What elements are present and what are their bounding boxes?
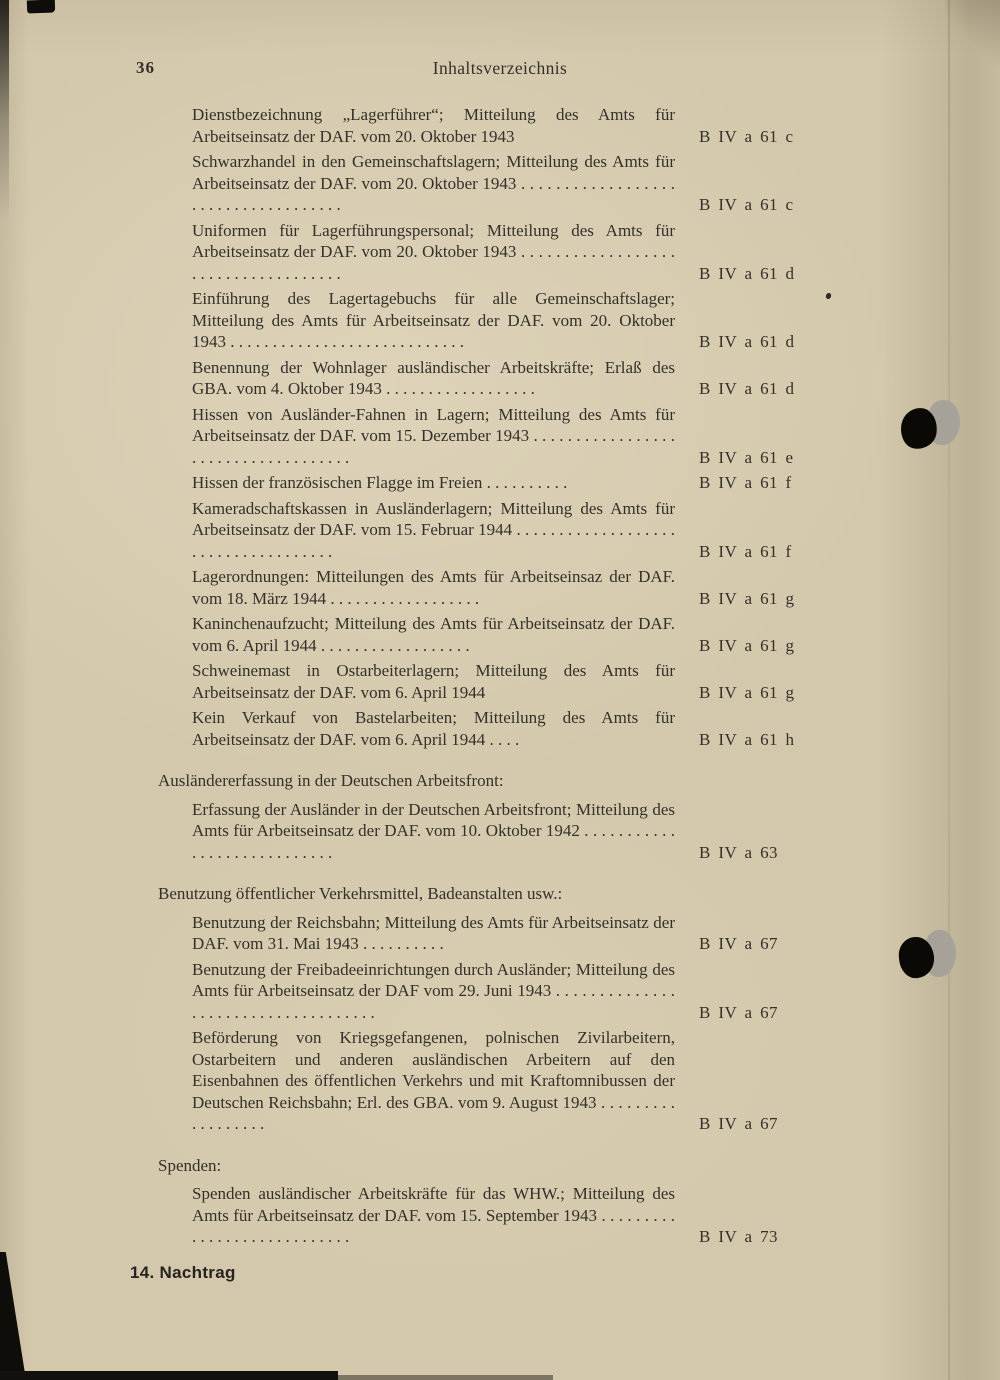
toc-entry [158, 912, 822, 955]
entry-ref: B IV a 67 [699, 1002, 778, 1022]
entry-text: Erfassung der Ausländer in der Deutschen Arbeitsfront; Mitteilung des Amts für Arbeitseinsatz der DAF. vom 10. Oktober 1942 . . . . . . . . . . . . . . . . . . . . . . . . . . . . [192, 799, 675, 862]
entry-ref: B IV a 61 e [699, 447, 794, 467]
entry-text: Benutzung der Freibadeeinrichtungen durch Ausländer; Mitteilung des Amts für Arbeitseinsatz der DAF vom 29. Juni 1943 . . . . . . . . . . . . . . . . . . . . . . . . . . . . . . . . . . . . [192, 959, 675, 1022]
entry-text: Schweinemast in Ostarbeiterlagern; Mitteilung des Amts für Arbeitseinsatz der DAF. vom 6. April 1944 [192, 661, 675, 702]
entry-ref: B IV a 61 c [699, 126, 794, 146]
entry-ref: B IV a 67 [699, 1114, 778, 1133]
entry-text: Kein Verkauf von Bastelarbeiten; Mitteilung des Amts für Arbeitseinsatz der DAF. vom 6. April 1944 . . . . [192, 708, 675, 749]
scan-edge-bottom [0, 1371, 338, 1380]
toc-entry [158, 472, 822, 494]
scan-mark-bottom-left [0, 1252, 26, 1380]
toc-entry [158, 288, 822, 353]
toc-group [158, 770, 822, 863]
toc-entry [158, 799, 822, 864]
punch-hole-top [899, 400, 961, 454]
entry-ref: B IV a 61 g [699, 635, 795, 655]
punch-hole-bottom [897, 928, 959, 984]
entry-ref: B IV a 63 [699, 842, 778, 862]
toc-group [158, 1155, 822, 1248]
scan-edge-bottom-faded [338, 1375, 553, 1380]
toc-group [158, 104, 822, 750]
toc-entry [158, 1183, 822, 1248]
toc-entry [158, 660, 822, 703]
entry-ref: B IV a 67 [699, 934, 778, 953]
entry-text: Kaninchenaufzucht; Mitteilung des Amts für Arbeitseinsatz der DAF. vom 6. April 1944 . . . . . . . . . . . . . . . . . . [192, 614, 675, 655]
entry-text: Einführung des Lagertagebuchs für alle Gemeinschaftslager; Mitteilung des Amts für Arbeitseinsatz der DAF. vom 20. Oktober 1943 . . . . . . . . . . . . . . . . . . . . . . . . . . . . [192, 289, 675, 351]
entry-ref: B IV a 61 g [699, 682, 795, 702]
section-heading: Spenden: [158, 1155, 222, 1175]
toc-entry [158, 220, 822, 285]
supplement-label: 14. Nachtrag [130, 1262, 236, 1282]
toc-group [158, 883, 822, 1135]
page-number: 36 [136, 58, 155, 77]
toc-entry [158, 357, 822, 400]
entry-ref: B IV a 61 c [699, 195, 794, 214]
entry-text: Uniformen für Lagerführungspersonal; Mitteilung des Amts für Arbeitseinsatz der DAF. vom 20. Oktober 1943 . . . . . . . . . . . . . . . . . . . . . . . . . . . . . . . . . . . . [192, 220, 675, 283]
toc-entry [158, 498, 822, 563]
scan-edge-left [0, 0, 9, 220]
entry-text: Hissen von Ausländer-Fahnen in Lagern; Mitteilung des Amts für Arbeitseinsatz der DAF. vom 15. Dezember 1943 . . . . . . . . . . . . . . . . . . . . . . . . . . . . . . . . . . . . [192, 404, 675, 467]
toc-entry [158, 707, 822, 750]
entry-ref: B IV a 61 d [699, 379, 795, 398]
entry-ref: B IV a 61 d [699, 332, 795, 351]
entry-text: Benennung der Wohnlager ausländischer Arbeitskräfte; Erlaß des GBA. vom 4. Oktober 1943 . . . . . . . . . . . . . . . . . . [192, 357, 675, 398]
paper-crease [948, 0, 950, 1380]
scan-shadow-top-right [945, 0, 1000, 65]
entry-text: Schwarzhandel in den Gemeinschaftslagern; Mitteilung des Amts für Arbeitseinsatz der DAF. vom 20. Oktober 1943 . . . . . . . . . . . . . . . . . . . . . . . . . . . . . . . . . . . . [192, 152, 675, 214]
entry-ref: B IV a 61 f [699, 541, 792, 561]
entry-ref: B IV a 61 d [699, 263, 795, 283]
entry-text: Lagerordnungen: Mitteilungen des Amts für Arbeitseinsaz der DAF. vom 18. März 1944 . . . . . . . . . . . . . . . . . . [192, 567, 675, 608]
toc-entry [158, 104, 822, 147]
entry-ref: B IV a 73 [699, 1227, 778, 1246]
entry-ref: B IV a 61 g [699, 588, 795, 608]
scan-mark-top-left [27, 0, 55, 13]
entry-text: Kameradschaftskassen in Ausländerlagern; Mitteilung des Amts für Arbeitseinsatz der DAF. vom 15. Februar 1944 . . . . . . . . . . . . . . . . . . . . . . . . . . . . . . . . . . . . [192, 498, 675, 561]
entry-ref: B IV a 61 h [699, 729, 795, 749]
toc-entry [158, 959, 822, 1024]
toc-entry [158, 404, 822, 469]
entry-text: Hissen der französischen Flagge im Freien . . . . . . . . . . [192, 473, 568, 492]
entry-text: Benutzung der Reichsbahn; Mitteilung des Amts für Arbeitseinsatz der DAF. vom 31. Mai 1943 . . . . . . . . . . [192, 912, 675, 953]
page-header-title: Inhaltsverzeichnis [432, 58, 568, 78]
section-heading: Benutzung öffentlicher Verkehrsmittel, Badeanstalten usw.: [158, 884, 563, 903]
entry-ref: B IV a 61 f [699, 473, 792, 492]
entry-text: Beförderung von Kriegsgefangenen, polnischen Zivilarbeitern, Ostarbeitern und anderen ausländischen Arbeitern auf den Eisenbahnen des öffentlichen Verkehrs und mit Kraftomnibussen der Deutschen Reichsbahn; Erl. des GBA. vom 9. August 1943 . . . . . . . . . . . . . . . . . . [192, 1028, 675, 1133]
toc-entry [158, 151, 822, 216]
toc-entry [158, 1027, 822, 1135]
toc-entry [158, 566, 822, 609]
ink-speck [825, 292, 832, 299]
toc-content [130, 104, 822, 1283]
entry-text: Dienstbezeichnung „Lagerführer“; Mitteilung des Amts für Arbeitseinsatz der DAF. vom 20. Oktober 1943 [192, 105, 675, 146]
entry-text: Spenden ausländischer Arbeitskräfte für das WHW.; Mitteilung des Amts für Arbeitseinsatz der DAF. vom 15. September 1943 . . . . . . . . . . . . . . . . . . . . . . . . . . . . [192, 1184, 675, 1246]
toc-entry [158, 613, 822, 656]
section-heading: Ausländererfassung in der Deutschen Arbeitsfront: [158, 771, 504, 790]
